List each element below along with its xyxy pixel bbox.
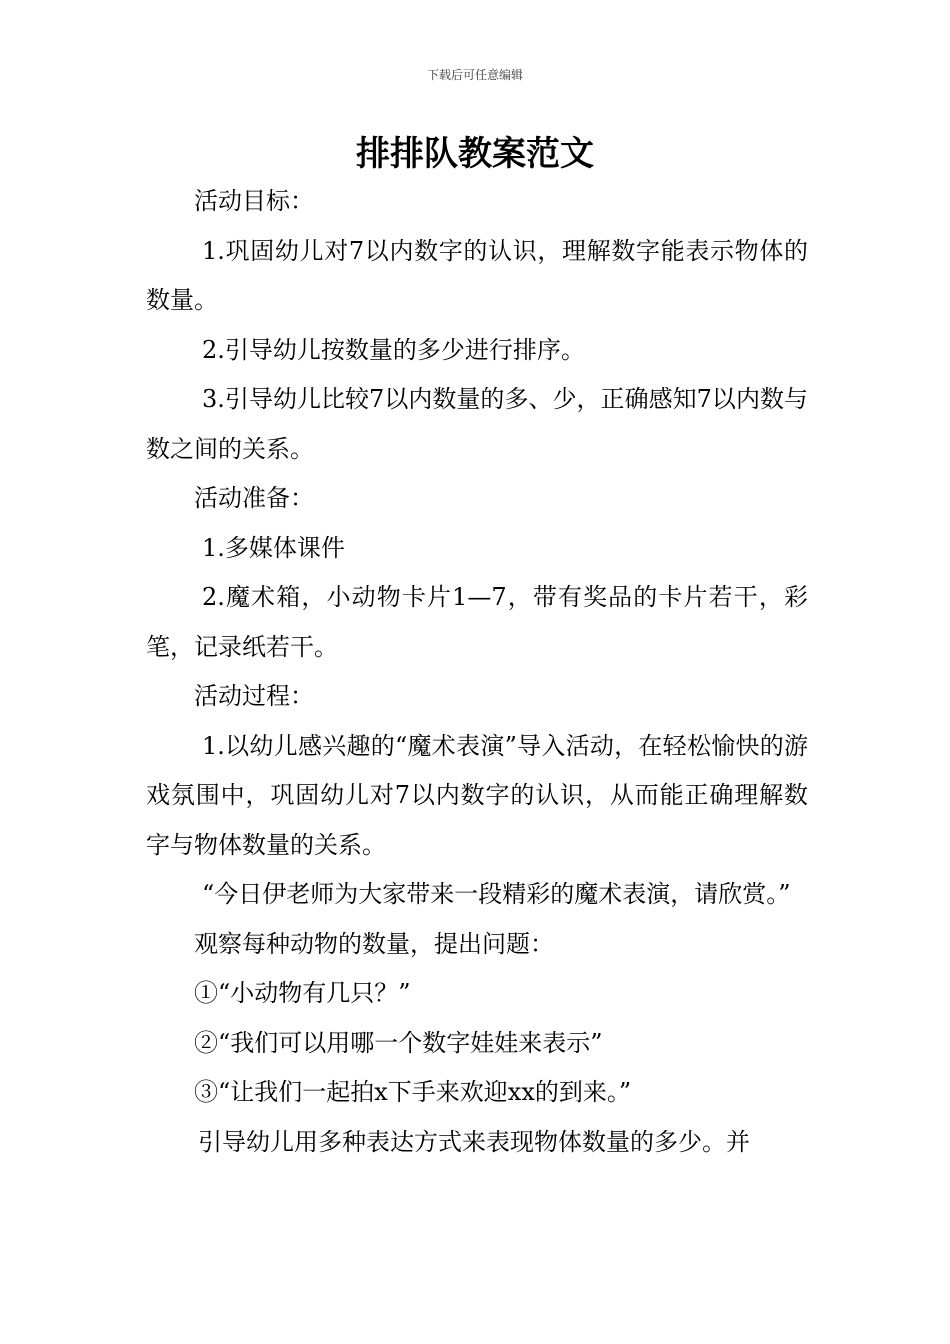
paragraph-goal-1: 1.巩固幼儿对7以内数字的认识，理解数字能表示物体的数量。 — [146, 236, 808, 314]
paragraph-question-2: ②“我们可以用哪一个数字娃娃来表示” — [194, 1028, 603, 1057]
paragraph-section-preparation: 活动准备： — [194, 484, 314, 512]
header-note: 下载后可任意编辑 — [426, 68, 523, 82]
paragraph-observe-questions: 观察每种动物的数量，提出问题： — [194, 929, 554, 958]
paragraph-quote-teacher: “今日伊老师为大家带来一段精彩的魔术表演，请欣赏。” — [202, 880, 791, 908]
paragraph-question-1: ①“小动物有几只？” — [194, 979, 411, 1007]
paragraph-guide-expression: 引导幼儿用多种表达方式来表现物体数量的多少。并 — [198, 1127, 750, 1156]
document-title: 排排队教案范文 — [356, 134, 594, 174]
paragraph-process-1: 1.以幼儿感兴趣的“魔术表演”导入活动，在轻松愉快的游戏氛围中，巩固幼儿对7以内数字的认识，从而能正确理解数字与物体数量的关系。 — [146, 731, 808, 859]
paragraph-section-goals: 活动目标： — [194, 187, 314, 215]
paragraph-preparation-1: 1.多媒体课件 — [202, 533, 345, 562]
document-body — [146, 177, 808, 1167]
paragraph-goal-3: 3.引导幼儿比较7以内数量的多、少，正确感知7以内数与数之间的关系。 — [146, 385, 808, 463]
paragraph-preparation-2: 2.魔术箱，小动物卡片1—7，带有奖品的卡片若干，彩笔，记录纸若干。 — [146, 583, 808, 661]
paragraph-question-3: ③“让我们一起拍x下手来欢迎xx的到来。” — [194, 1078, 632, 1106]
paragraph-section-process: 活动过程： — [194, 682, 314, 710]
paragraph-goal-2: 2.引导幼儿按数量的多少进行排序。 — [202, 335, 585, 364]
